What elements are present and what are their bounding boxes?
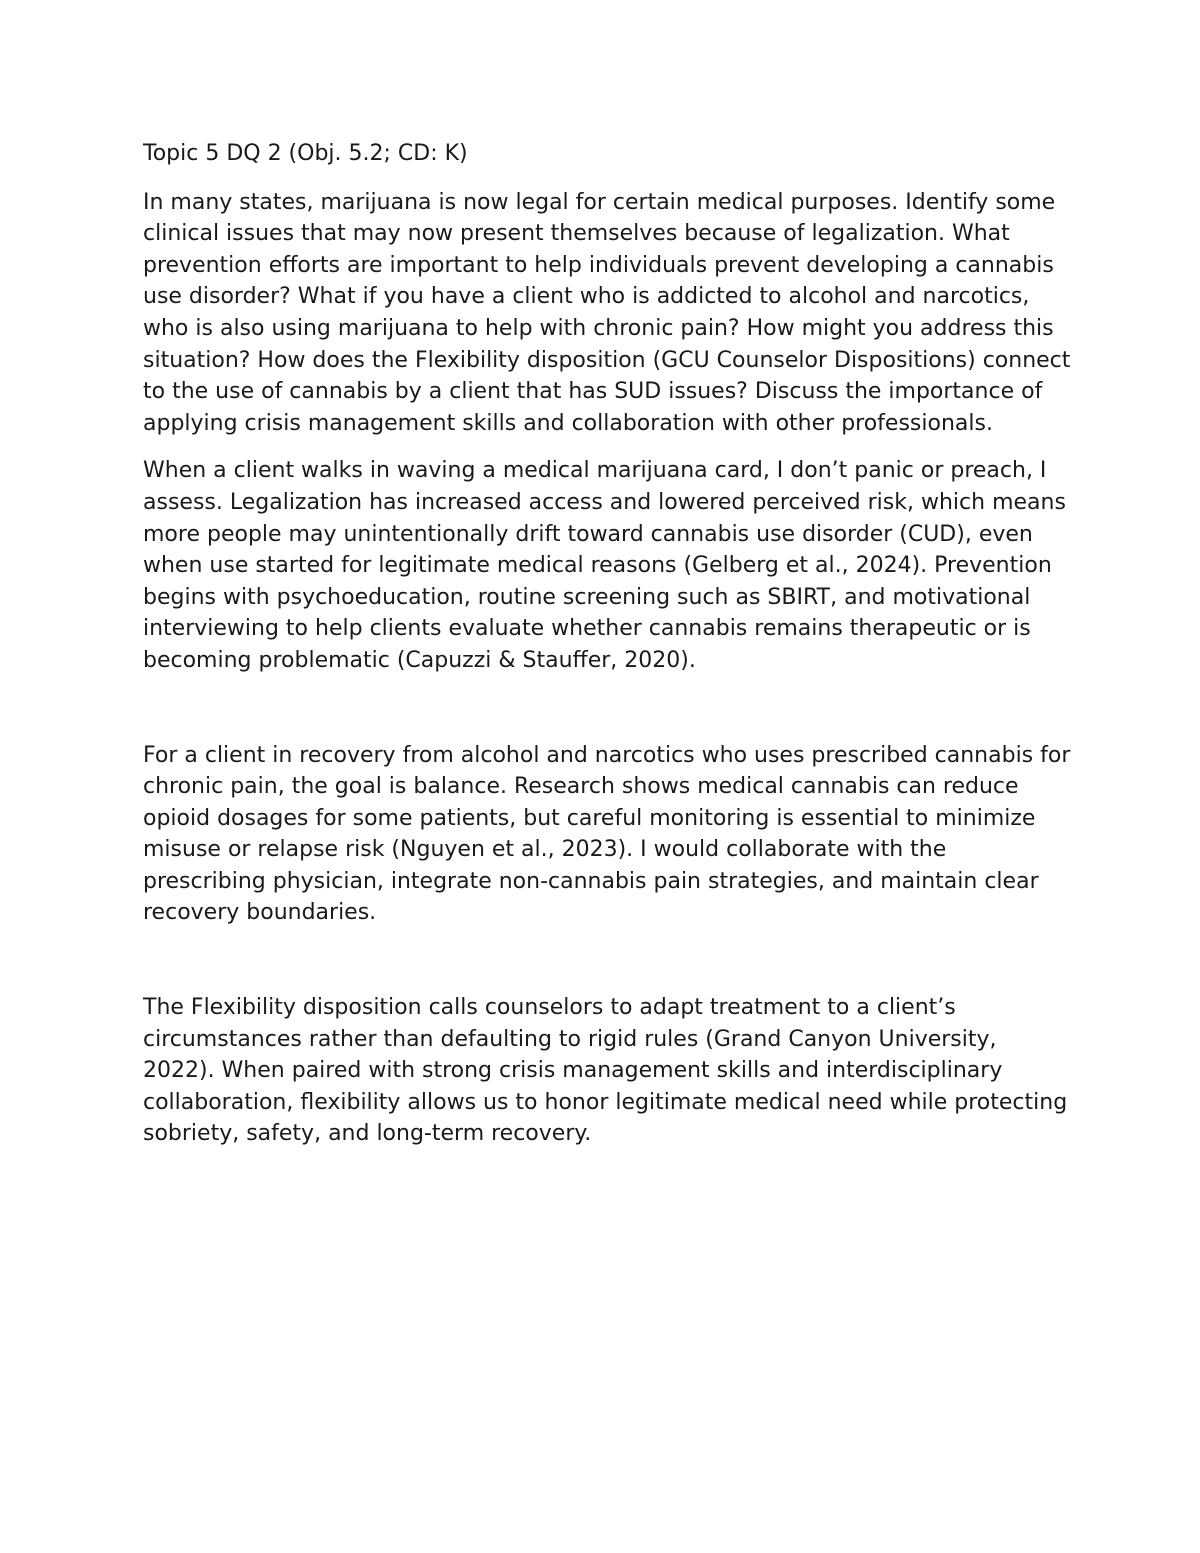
document-title: Topic 5 DQ 2 (Obj. 5.2; CD: K): [143, 141, 468, 166]
document-body: [143, 138, 1073, 1150]
response-paragraph-1: When a client walks in waving a medical marijuana card, I don’t panic or preach, I assess. Legalization has increased access and lowered perceived risk, which means more people may unintentionally drift toward cannabis use disorder (CUD), even when use started for legitimate medical reasons (Gelberg et al., 2024). Prevention begins with psychoeducation, routine screening such as SBIRT, and motivational interviewing to help clients evaluate whether cannabis remains therapeutic or is becoming problematic (Capuzzi & Stauffer, 2020).: [143, 458, 1066, 673]
response-paragraph-3: The Flexibility disposition calls counselors to adapt treatment to a client’s circumstances rather than defaulting to rigid rules (Grand Canyon University, 2022). When paired with strong crisis management skills and interdisciplinary collaboration, flexibility allows us to honor legitimate medical need while protecting sobriety, safety, and long-term recovery.: [143, 995, 1068, 1147]
discussion-prompt: In many states, marijuana is now legal for certain medical purposes. Identify some clinical issues that may now present themselves because of legalization. What prevention efforts are important to help individuals prevent developing a cannabis use disorder? What if you have a client who is addicted to alcohol and narcotics, who is also using marijuana to help with chronic pain? How might you address this situation? How does the Flexibility disposition (GCU Counselor Dispositions) connect to the use of cannabis by a client that has SUD issues? Discuss the importance of applying crisis management skills and collaboration with other professionals.: [143, 189, 1071, 436]
response-paragraph-2: For a client in recovery from alcohol and narcotics who uses prescribed cannabis for chronic pain, the goal is balance. Research shows medical cannabis can reduce opioid dosages for some patients, but careful monitoring is essential to minimize misuse or relapse risk (Nguyen et al., 2023). I would collaborate with the prescribing physician, integrate non-cannabis pain strategies, and maintain clear recovery boundaries.: [143, 742, 1071, 926]
